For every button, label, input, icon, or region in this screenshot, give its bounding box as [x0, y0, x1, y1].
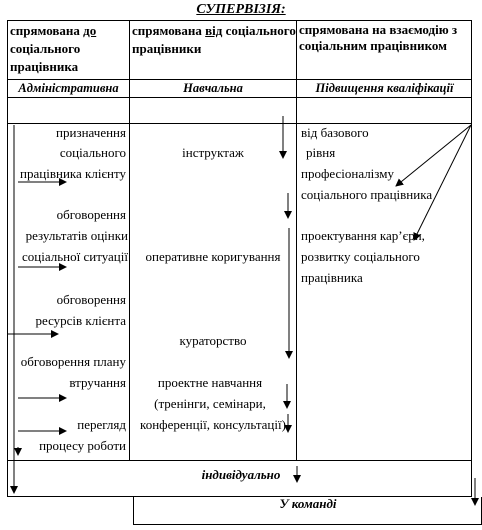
- col1-item-5: результатів оцінки: [25, 228, 128, 243]
- col1-item-10: втручання: [69, 375, 126, 390]
- col3-item-6: розвитку соціального: [301, 249, 420, 264]
- column-header-2: спрямована від соціального працівники: [132, 23, 296, 56]
- col1-item-8: ресурсів клієнта: [35, 313, 126, 328]
- col2-item-5: (тренінги, семінари,: [154, 396, 266, 411]
- col3-item-2: рівня: [306, 145, 336, 160]
- col1-item-9: обговорення плану: [20, 354, 126, 369]
- column-header-1: спрямована до соціального працівника: [10, 23, 97, 74]
- col1-item-12: процесу роботи: [39, 438, 126, 453]
- column-header-3: спрямована на взаємодію з соціальним працівником: [299, 22, 458, 53]
- individual-label: індивідуально: [201, 467, 281, 482]
- col3-item-4: соціального працівника: [301, 187, 433, 202]
- col2-item-1: інструктаж: [182, 145, 244, 160]
- diagram-title: СУПЕРВІЗІЯ:: [196, 2, 286, 17]
- col2-item-3: кураторство: [179, 333, 247, 348]
- col3-item-5: проектування кар’єри,: [301, 228, 425, 243]
- col3-item-3: професіоналізму: [301, 166, 394, 181]
- col1-item-11: перегляд: [77, 417, 126, 432]
- col1-item-4: обговорення: [56, 207, 126, 222]
- col2-item-6: конференції, консультації): [140, 417, 286, 432]
- col3-item-1: від базового: [301, 125, 369, 140]
- team-label: У команді: [279, 496, 337, 511]
- col1-item-3: працівника клієнту: [20, 166, 126, 181]
- type-administrative: Адміністративна: [18, 81, 119, 95]
- col1-item-1: призначення: [56, 125, 126, 140]
- col1-item-6: соціальної ситуації: [22, 249, 128, 264]
- col1-item-2: соціального: [59, 145, 126, 160]
- col1-item-7: обговорення: [56, 292, 126, 307]
- col2-item-4: проектне навчання: [157, 375, 263, 390]
- type-educational: Навчальна: [183, 81, 243, 95]
- col3-item-7: працівника: [301, 270, 363, 285]
- type-qualification: Підвищення кваліфікації: [315, 81, 454, 95]
- col2-item-2: оперативне коригування: [145, 249, 281, 264]
